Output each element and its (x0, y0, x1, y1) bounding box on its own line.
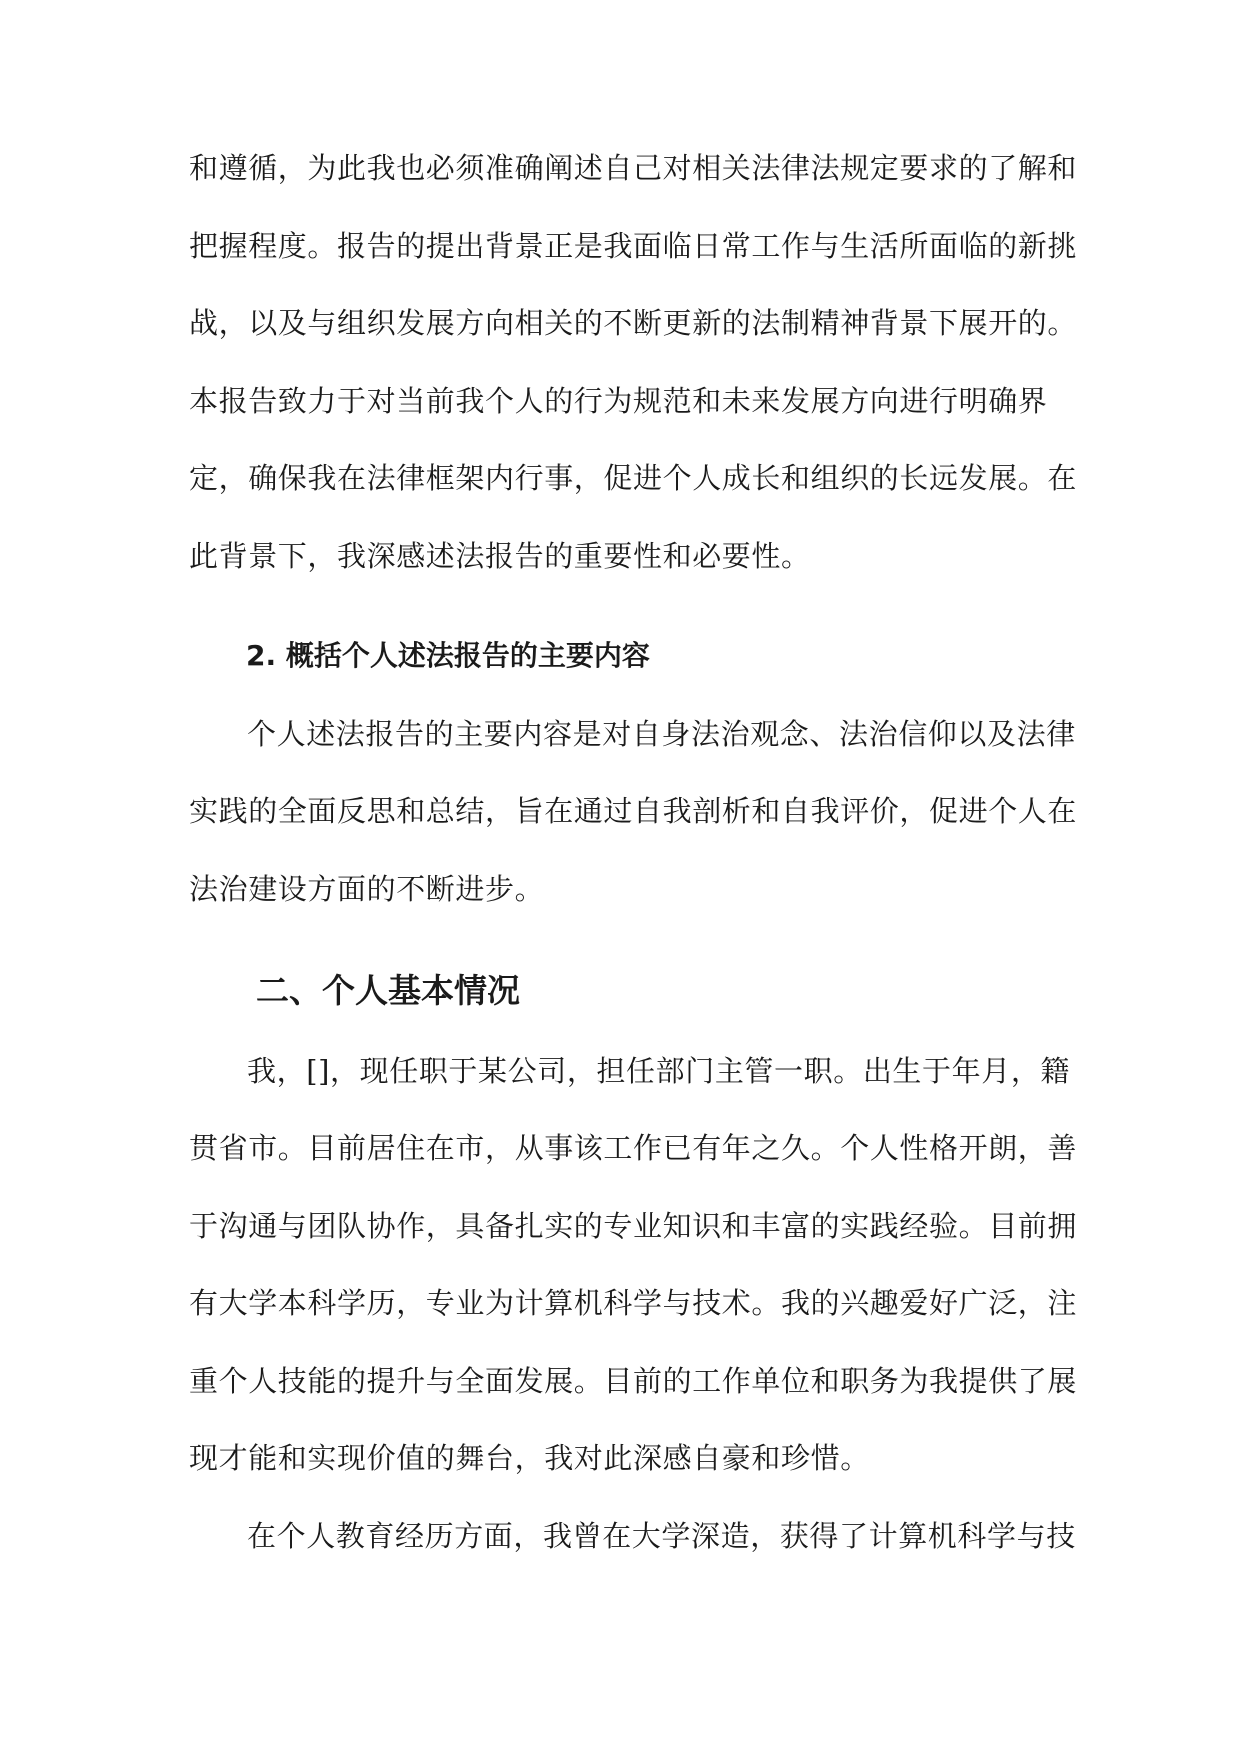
paragraph-line: 在个人教育经历方面，我曾在大学深造，获得了计算机科学与技 (247, 1519, 1076, 1553)
section-heading: 二、个人基本情况 (256, 971, 520, 1010)
paragraph-line: 此背景下，我深感述法报告的重要性和必要性。 (189, 539, 811, 573)
paragraph-line: 定，确保我在法律框架内行事，促进个人成长和组织的长远发展。在 (189, 461, 1078, 495)
paragraph-line: 把握程度。报告的提出背景正是我面临日常工作与生活所面临的新挑 (189, 229, 1078, 263)
paragraph-line: 我，[]，现任职于某公司，担任部门主管一职。出生于年月，籍 (247, 1054, 1071, 1088)
paragraph-line: 现才能和实现价值的舞台，我对此深感自豪和珍惜。 (189, 1441, 870, 1475)
paragraph-line: 有大学本科学历，专业为计算机科学与技术。我的兴趣爱好广泛，注 (189, 1286, 1078, 1320)
paragraph-line: 于沟通与团队协作，具备扎实的专业知识和丰富的实践经验。目前拥 (189, 1209, 1078, 1243)
paragraph-line: 贯省市。目前居住在市，从事该工作已有年之久。个人性格开朗，善 (189, 1131, 1078, 1165)
paragraph-line: 和遵循，为此我也必须准确阐述自己对相关法律法规定要求的了解和 (189, 151, 1078, 185)
paragraph-line: 法治建设方面的不断进步。 (189, 872, 545, 906)
paragraph-line: 重个人技能的提升与全面发展。目前的工作单位和职务为我提供了展 (189, 1364, 1078, 1398)
subsection-heading: 2. 概括个人述法报告的主要内容 (246, 639, 650, 672)
paragraph-line: 实践的全面反思和总结，旨在通过自我剖析和自我评价，促进个人在 (189, 794, 1078, 828)
paragraph-line: 本报告致力于对当前我个人的行为规范和未来发展方向进行明确界 (189, 384, 1048, 418)
paragraph-line: 战，以及与组织发展方向相关的不断更新的法制精神背景下展开的。 (189, 306, 1078, 340)
paragraph-line: 个人述法报告的主要内容是对自身法治观念、法治信仰以及法律 (247, 717, 1076, 751)
